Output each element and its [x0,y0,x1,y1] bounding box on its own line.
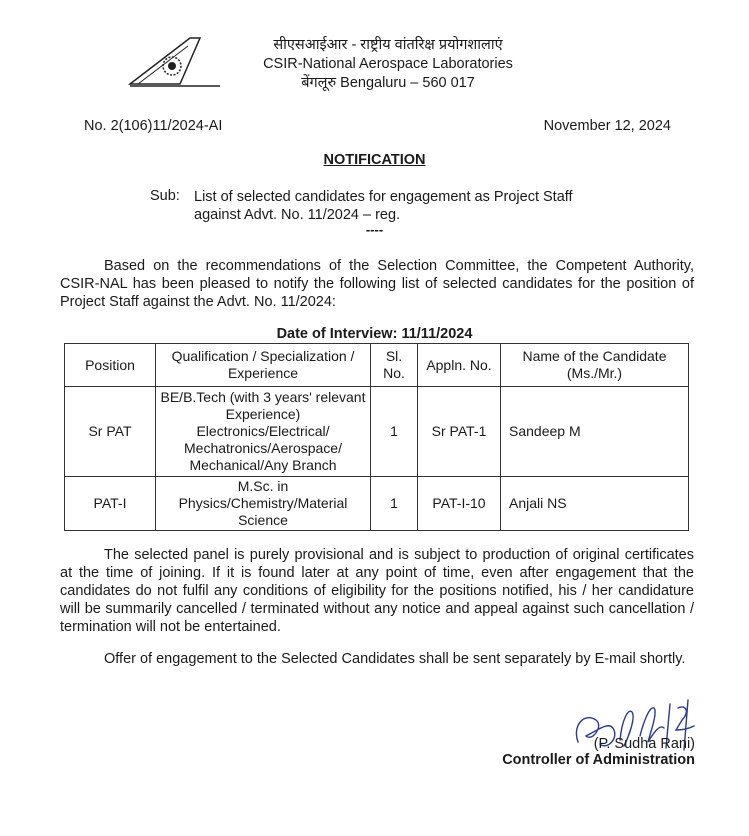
header-candidate-name: Name of the Candidate (Ms./Mr.) [501,344,689,387]
subject-label: Sub: [150,188,180,204]
header-appln-no: Appln. No. [418,344,501,387]
letter-date: November 12, 2024 [543,118,671,134]
letterhead [228,36,548,93]
table-row [65,477,689,531]
cell-candidate-name: Anjali NS [501,477,689,531]
signatory-designation: Controller of Administration [502,752,695,768]
csir-nal-logo [128,36,224,92]
cell-position: PAT-I [65,477,156,531]
org-name-hindi: सीएसआईआर - राष्ट्रीय वांतरिक्ष प्रयोगशालाएं [273,37,503,53]
signatory-name: (P. Sudha Rani) [593,736,695,752]
org-address: बेंगलूरु Bengaluru – 560 017 [301,75,475,91]
document-title: NOTIFICATION [323,152,426,168]
table-caption: Date of Interview: 11/11/2024 [276,326,473,342]
selected-candidates-table [64,343,689,531]
cell-candidate-name: Sandeep M [501,387,689,477]
subject-separator: ---- [365,222,384,237]
header-position: Position [65,344,156,387]
cell-appln-no: PAT-I-10 [418,477,501,531]
cell-appln-no: Sr PAT-1 [418,387,501,477]
cell-qualification: BE/B.Tech (with 3 years' relevant Experience) Electronics/Electrical/ Mechatronics/Aerospace/ Mechanical/Any Branch [156,387,371,477]
subject-text: List of selected candidates for engagement as Project Staff against Advt. No. 11/2024 – reg. [194,189,573,223]
reference-number: No. 2(106)11/2024-AI [84,118,223,134]
table-row [65,387,689,477]
cell-qualification: M.Sc. in Physics/Chemistry/Material Science [156,477,371,531]
org-name-english: CSIR-National Aerospace Laboratories [263,56,513,72]
header-sl-no: Sl. No. [371,344,418,387]
cell-position: Sr PAT [65,387,156,477]
header-qualification: Qualification / Specialization / Experience [156,344,371,387]
table-header-row [65,344,689,387]
cell-sl-no: 1 [371,387,418,477]
offer-paragraph: Offer of engagement to the Selected Candidates shall be sent separately by E-mail shortly. [104,651,686,667]
intro-paragraph: Based on the recommendations of the Selection Committee, the Competent Authority, CSIR-NAL has been pleased to notify the following list of selected candidates for the position of Project Staff against the Advt. No. 11/2024: [60,258,694,310]
cell-sl-no: 1 [371,477,418,531]
conditions-paragraph: The selected panel is purely provisional and is subject to production of original certificates at the time of joining. If it is found later at any point of time, even after engagement that the candidates do not fulfil any conditions of eligibility for the positions notified, his / her candidature will be summarily cancelled / terminated without any notice and appeal against such cancellation / termination will not be entertained. [60,547,694,635]
